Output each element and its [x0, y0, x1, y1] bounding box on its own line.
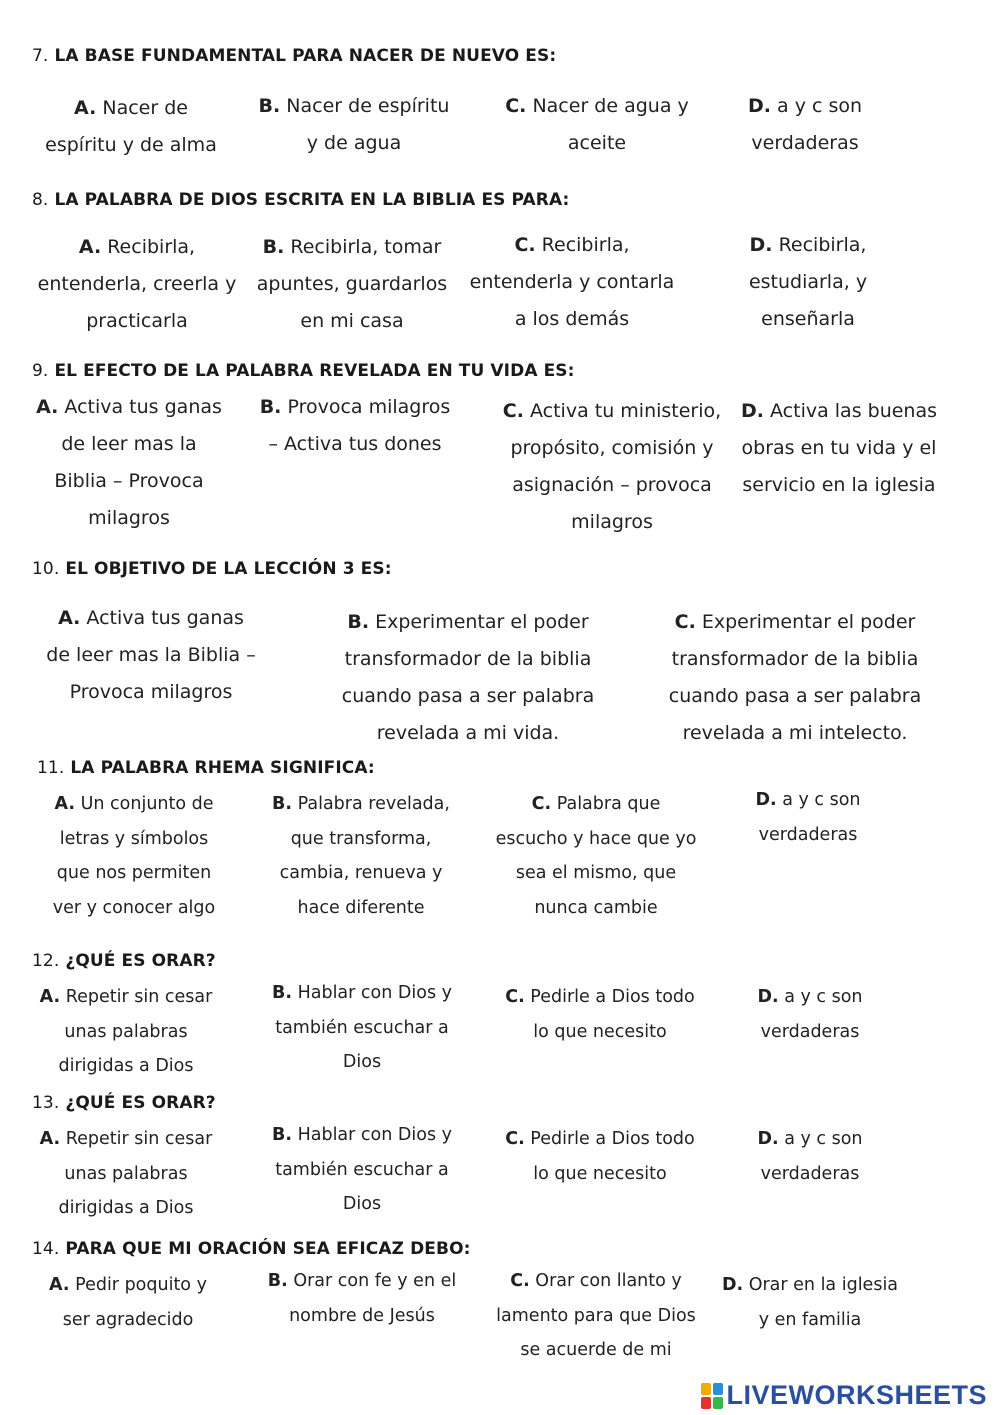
option-letter: C.	[514, 234, 536, 256]
option-text: a y c son verdaderas	[760, 1129, 863, 1184]
option-letter: A.	[39, 987, 61, 1007]
liveworksheets-logo	[701, 1380, 987, 1411]
question-10-title	[32, 559, 392, 579]
option-letter: C.	[505, 1129, 525, 1149]
option-text: Orar con fe y en el nombre de Jesús	[287, 1271, 457, 1326]
option-text: a y c son verdaderas	[758, 790, 861, 845]
option-letter: A.	[54, 794, 76, 814]
option-text: Repetir sin cesar unas palabras dirigidas a Dios	[58, 987, 213, 1076]
option-text: Pedir poquito y ser agradecido	[62, 1275, 207, 1330]
option-text: Activa las buenas obras en tu vida y el servicio en la iglesia	[741, 400, 938, 496]
option-letter: B.	[347, 611, 370, 633]
question-8-title	[32, 190, 569, 210]
option-a[interactable]	[36, 1122, 216, 1226]
question-7-title	[32, 46, 556, 66]
question-number: 7.	[32, 46, 49, 66]
question-text: LA BASE FUNDAMENTAL PARA NACER DE NUEVO ES:	[48, 46, 557, 66]
option-text: a y c son verdaderas	[760, 987, 863, 1042]
option-c[interactable]	[466, 227, 678, 338]
option-d[interactable]	[738, 783, 878, 852]
option-text: Hablar con Dios y también escuchar a Dios	[275, 983, 452, 1072]
question-text: LA PALABRA DE DIOS ESCRITA EN LA BIBLIA ES PARA:	[48, 190, 570, 210]
option-text: Orar en la iglesia y en familia	[743, 1275, 899, 1330]
option-a[interactable]	[36, 90, 226, 164]
question-number: 9.	[32, 361, 49, 381]
option-a[interactable]	[42, 1268, 214, 1337]
option-letter: D.	[757, 987, 779, 1007]
option-text: Recibirla, entenderla y contarla a los demás	[469, 234, 675, 330]
option-c[interactable]	[654, 604, 936, 752]
option-text: a y c son verdaderas	[751, 95, 863, 154]
option-letter: C.	[531, 794, 552, 814]
question-number: 14.	[32, 1239, 60, 1259]
question-number: 12.	[32, 951, 60, 971]
option-c[interactable]	[494, 787, 698, 925]
option-c[interactable]	[494, 88, 700, 162]
question-number: 8.	[32, 190, 49, 210]
option-a[interactable]	[42, 787, 226, 925]
option-letter: C.	[505, 987, 525, 1007]
question-number: 13.	[32, 1093, 60, 1113]
option-text: Palabra que escucho y hace que yo sea el mismo, que nunca cambie	[495, 794, 697, 918]
option-b[interactable]	[252, 229, 452, 340]
option-letter: D.	[757, 1129, 779, 1149]
option-text: Recibirla, entenderla, creerla y practicarla	[37, 236, 237, 332]
option-text: Activa tus ganas de leer mas la Biblia – Provoca milagros	[46, 607, 256, 703]
option-d[interactable]	[738, 227, 878, 338]
option-letter: B.	[272, 794, 293, 814]
option-c[interactable]	[500, 393, 724, 541]
option-text: Repetir sin cesar unas palabras dirigidas a Dios	[58, 1129, 213, 1218]
question-text: EL EFECTO DE LA PALABRA REVELADA EN TU VIDA ES:	[48, 361, 575, 381]
option-letter: A.	[39, 1129, 61, 1149]
option-text: Nacer de espíritu y de agua	[280, 95, 450, 154]
option-letter: D.	[721, 1275, 744, 1295]
option-text: Provoca milagros – Activa tus dones	[268, 396, 451, 455]
option-letter: D.	[740, 400, 764, 422]
logo-text: LIVEWORKSHEETS	[726, 1380, 987, 1410]
option-b[interactable]	[326, 604, 610, 752]
option-letter: C.	[505, 95, 527, 117]
question-text: ¿QUÉ ES ORAR?	[59, 1093, 216, 1113]
option-text: Orar con llanto y lamento para que Dios se acuerde de mi	[496, 1271, 696, 1360]
option-d[interactable]	[742, 1122, 878, 1191]
option-letter: D.	[749, 234, 773, 256]
option-text: Un conjunto de letras y símbolos que nos permiten ver y conocer algo	[52, 794, 216, 918]
option-text: Pedirle a Dios todo lo que necesito	[524, 1129, 695, 1184]
option-c[interactable]	[498, 1122, 702, 1191]
option-b[interactable]	[260, 787, 462, 925]
option-letter: B.	[259, 396, 282, 418]
option-letter: A.	[49, 1275, 70, 1295]
option-text: Activa tus ganas de leer mas la Biblia – Provoca milagros	[54, 396, 222, 529]
logo-icon	[701, 1383, 723, 1409]
question-text: LA PALABRA RHEMA SIGNIFICA:	[64, 758, 375, 778]
option-b[interactable]	[254, 88, 454, 162]
option-a[interactable]	[44, 600, 258, 711]
question-13-title	[32, 1093, 216, 1113]
option-text: Nacer de agua y aceite	[526, 95, 689, 154]
option-text: Hablar con Dios y también escuchar a Dios	[275, 1125, 452, 1214]
option-letter: D.	[747, 95, 771, 117]
option-text: Nacer de espíritu y de alma	[45, 97, 217, 156]
option-c[interactable]	[484, 1264, 708, 1368]
option-letter: A.	[36, 396, 59, 418]
option-letter: A.	[58, 607, 81, 629]
option-letter: A.	[74, 97, 97, 119]
option-letter: B.	[258, 95, 281, 117]
option-d[interactable]	[718, 1268, 902, 1337]
question-12-title	[32, 951, 216, 971]
option-text: Recibirla, tomar apuntes, guardarlos en mi casa	[256, 236, 448, 332]
option-text: Experimentar el poder transformador de la biblia cuando pasa a ser palabra revelada a mi vida.	[341, 611, 595, 744]
option-d[interactable]	[735, 88, 875, 162]
option-letter: C.	[674, 611, 696, 633]
option-d[interactable]	[742, 980, 878, 1049]
option-text: Experimentar el poder transformador de la biblia cuando pasa a ser palabra revelada a mi intelecto.	[668, 611, 922, 744]
option-letter: C.	[510, 1271, 530, 1291]
option-a[interactable]	[36, 980, 216, 1084]
option-b[interactable]	[258, 1118, 466, 1222]
option-c[interactable]	[498, 980, 702, 1049]
option-text: Palabra revelada, que transforma, cambia, renueva y hace diferente	[279, 794, 450, 918]
option-b[interactable]	[258, 976, 466, 1080]
question-number: 10.	[32, 559, 60, 579]
option-d[interactable]	[737, 393, 941, 504]
option-a[interactable]	[36, 389, 222, 537]
question-text: EL OBJETIVO DE LA LECCIÓN 3 ES:	[59, 559, 392, 579]
option-letter: A.	[78, 236, 102, 258]
question-number: 11.	[37, 758, 65, 778]
option-b[interactable]	[262, 1264, 462, 1333]
question-text: ¿QUÉ ES ORAR?	[59, 951, 216, 971]
option-letter: B.	[272, 1125, 293, 1145]
option-text: Activa tu ministerio, propósito, comisión y asignación – provoca milagros	[510, 400, 722, 533]
option-letter: B.	[272, 983, 293, 1003]
option-letter: C.	[502, 400, 524, 422]
option-a[interactable]	[34, 229, 240, 340]
option-text: Pedirle a Dios todo lo que necesito	[524, 987, 695, 1042]
option-letter: B.	[262, 236, 285, 258]
option-letter: D.	[755, 790, 777, 810]
option-text: Recibirla, estudiarla, y enseñarla	[748, 234, 868, 330]
option-b[interactable]	[252, 389, 458, 463]
question-11-title	[37, 758, 375, 778]
question-9-title	[32, 361, 575, 381]
question-text: PARA QUE MI ORACIÓN SEA EFICAZ DEBO:	[59, 1239, 471, 1259]
option-letter: B.	[267, 1271, 288, 1291]
question-14-title	[32, 1239, 471, 1259]
